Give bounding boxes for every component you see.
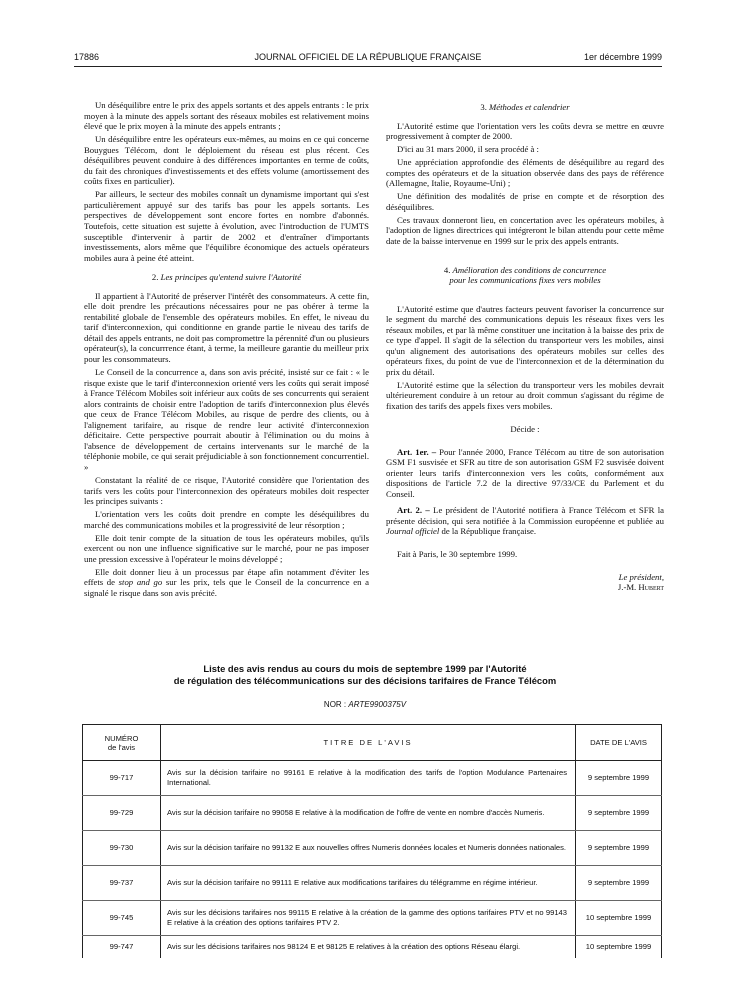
avis-number: 99-730: [83, 831, 161, 866]
avis-number: 99-729: [83, 796, 161, 831]
avis-number: 99-737: [83, 866, 161, 901]
paragraph: L'Autorité estime que l'orientation vers les coûts devra se mettre en œuvre progressivement à compter de 2000.: [386, 120, 664, 142]
paragraph: L'Autorité estime que la sélection du transporteur vers les mobiles devrait ultérieurement conduire à un retour au droit commun s'agissant du régime de fixation des tarifs des appels fixes vers mobiles.: [386, 379, 664, 411]
paragraph: Un déséquilibre entre le prix des appels sortants et des appels entrants : le prix moyen à la minute des appels sortant des réseaux mobiles est relativement moins élevé que le prix moyen à la minute des appels entrants ;: [84, 100, 369, 132]
avis-number: 99-745: [83, 901, 161, 936]
avis-date: 9 septembre 1999: [576, 831, 662, 866]
paragraph: Elle doit donner lieu à un processus par étape afin notamment d'éviter les effets de stop and go sur les prix, tels que le Conseil de la concurrence en a signalé le risque dans son avis précité.: [84, 566, 370, 599]
paragraph: D'ici au 31 mars 2000, il sera procédé à :: [397, 144, 539, 155]
table-row: [83, 831, 662, 866]
section-title-line2: pour les communications fixes vers mobiles: [449, 275, 601, 286]
nor-reference: NOR : ARTE9900375V: [323, 700, 407, 709]
avis-number: 99-717: [83, 761, 161, 796]
list-title: Liste des avis rendus au cours du mois de septembre 1999 par l'Autorité de régulation des télécommunications sur des décisions tarifaires de France Télécom: [173, 663, 557, 686]
table-row: [83, 866, 662, 901]
section-heading: 2. Les principes qu'entend suivre l'Autorité: [151, 272, 302, 283]
article-2: Art. 2. – Le président de l'Autorité notifiera à France Télécom et SFR la présente décision, qui sera notifiée à la Commission européenne et publiée au Journal officiel de la République française.: [386, 505, 664, 537]
journal-title: JOURNAL OFFICIEL DE LA RÉPUBLIQUE FRANÇAISE: [254, 52, 482, 62]
paragraph: Il appartient à l'Autorité de préserver l'intérêt des consommateurs. A cette fin, elle doit prendre les précautions nécessaires pour ne pas obérer à terme la rentabilité globale de l'ensemble des opérateurs mobiles. En effet, le niveau du tarif d'interconnexion, qui conditionne en grande partie le niveau des tarifs de détail des appels entrants, ne doit pas compromettre la pérennité d'un ou plusieurs opérateur(s), la concurrrence étant, à terme, la meilleure garantie du meilleur prix pour les consommateurs.: [84, 290, 369, 365]
column-header-title: TITRE DE L'AVIS: [161, 725, 576, 761]
section-title: Les principes qu'entend suivre l'Autorité: [160, 272, 302, 283]
section-heading: 3. Méthodes et calendrier: [480, 102, 570, 112]
avis-date: 9 septembre 1999: [576, 761, 662, 796]
paragraph: L'Autorité estime que d'autres facteurs peuvent favoriser la concurrence sur le segment du marché des communications depuis les réseaux fixes vers les réseaux mobiles, et par là même constituer une incitation à la baisse des prix de ce type d'appel. Il s'agit de la sélection du transporteur vers les mobiles, ainsi qu'un alignement des autorisations des opérateurs mobiles sur celles des opérateurs fixes, du point de vue de l'interconnexion et de la détermination du prix du détail.: [386, 303, 664, 377]
table-header-row: [83, 725, 662, 761]
avis-date: 10 septembre 1999: [576, 901, 662, 936]
avis-title: Avis sur la décision tarifaire no 99058 E relative à la modification de l'offre de vente en nombre d'accès Numeris.: [161, 796, 576, 831]
signature-name: J.-M. Hubert: [617, 582, 664, 593]
paragraph: Un déséquilibre entre les opérateurs eux-mêmes, au moins en ce qui concerne Bouygues Télécom, dont le déploiement du réseau est plus récent. Ces déséquilibres peuvent conduire à des différences importantes en terme de coûts, du fait des chroniques d'investissements et des effets volume (amortissement des coûts fixes en particulier).: [84, 134, 369, 187]
avis-date: 9 septembre 1999: [576, 796, 662, 831]
paragraph: Une appréciation approfondie des éléments de déséquilibre au regard des comptes des opérateurs et de la situation observée dans des pays de référence (Allemagne, Italie, Royaume-Uni) ;: [386, 157, 664, 189]
article-1: Art. 1er. – Pour l'année 2000, France Télécom au titre de son autorisation GSM F1 susvisée et SFR au titre de son autorisation GSM F2 susvisée doivent orienter leurs tarifs d'interconnexion vers les coûts, conformément aux dispositions de l'article 7.2 de la directive 97/33/CE du Parlement et du Conseil.: [386, 446, 665, 499]
decision-heading: Décide :: [510, 424, 540, 435]
page-header: [74, 52, 662, 66]
left-column: [84, 100, 369, 601]
section-heading: 4. Amélioration des conditions de concurrence pour les communications fixes vers mobiles: [443, 264, 607, 286]
avis-date: 10 septembre 1999: [576, 936, 662, 959]
avis-title: Avis sur les décisions tarifaires nos 99115 E relative à la création de la gamme des options tarifaires PTV et no 99143 E relative à la création des options tarifaires PTV 2.: [161, 901, 576, 936]
right-column: [386, 100, 664, 593]
place-date: Fait à Paris, le 30 septembre 1999.: [397, 548, 518, 559]
section-title: Amélioration des conditions de concurrence: [452, 264, 607, 275]
header-rule: [74, 66, 662, 67]
paragraph: Constatant la réalité de ce risque, l'Autorité considère que l'orientation des tarifs vers les coûts pour l'interconnexion des opérateurs mobiles doit respecter les principes suivants :: [84, 475, 369, 507]
avis-title: Avis sur les décisions tarifaires nos 98124 E et 98125 E relatives à la création des options Réseau élargi.: [161, 936, 576, 959]
avis-title: Avis sur la décision tarifaire no 99161 E relative à la modification des tarifs de l'option Modulance Partenaires International.: [161, 761, 576, 796]
avis-title: Avis sur la décision tarifaire no 99111 E relative aux modifications tarifaires du télégramme en régime intérieur.: [161, 866, 576, 901]
table-row: [83, 936, 662, 959]
column-header-date: DATE DE L'AVIS: [576, 725, 662, 761]
paragraph: L'orientation vers les coûts doit prendre en compte les déséquilibres du marché des communications mobiles et la progressivité de leur résorption ;: [84, 509, 369, 530]
paragraph: Par ailleurs, le secteur des mobiles connaît un dynamisme important qui s'est particulièrement appuyé sur des tarifs bas pour les appels sortants. Les perspectives de développement sont encore fortes en nombre d'abonnés. Toutefois, cette situation est sujette à évolution, avec l'introduction de l'UMTS susceptible d'intervenir à partir de 2002 et d'entraîner d'importants investissements, alors même que l'équilibre économique des actuels opérateurs mobiles aura à peine été atteint.: [84, 189, 369, 263]
paragraph: Elle doit tenir compte de la situation de tous les opérateurs mobiles, qu'ils exercent ou non une influence significative sur le marché, pour ne pas imposer une pression excessive à l'opérateur le moins développé ;: [84, 532, 369, 564]
paragraph: Le Conseil de la concurrence a, dans son avis précité, insisté sur ce fait : « le risque existe que le tarif d'interconnexion orienté vers les coûts qui serait imposé à France Télécom Mobiles soit inférieur aux coûts de ses concurrents qui seraient alors contraints de choisir entre l'adoption de tarifs d'interconnexion plus élevés que ceux de France Télécom Mobiles, au risque de perdre des clients, ou à l'alignement tarifaire, au risque de rendre leur activité d'interconnexion déficitaire. Cette perspective pourrait aboutir à l'élimination ou du moins à l'absence de développement de certains intervenants sur le marché de la téléphonie mobile, ce qui serait préjudiciable à son fonctionnement concurrentiel. »: [84, 367, 369, 472]
table-row: [83, 761, 662, 796]
issue-date: 1er décembre 1999: [583, 52, 662, 62]
column-header-number: NUMÉRO de l'avis: [83, 725, 161, 761]
paragraph: Une définition des modalités de prise en compte et de résorption des déséquilibres.: [386, 191, 664, 212]
avis-table: [82, 724, 662, 958]
page-number: 17886: [74, 52, 100, 62]
paragraph: Ces travaux donneront lieu, en concertation avec les opérateurs mobiles, à l'adoption de lignes directrices qui intégreront le bilan attendu pour cette même date de la baisse intervenue en 1999 sur le prix des appels entrants.: [386, 214, 664, 247]
avis-date: 9 septembre 1999: [576, 866, 662, 901]
avis-title: Avis sur la décision tarifaire no 99132 E aux nouvelles offres Numeris données locales et Numeris données nationales.: [161, 831, 576, 866]
avis-number: 99-747: [83, 936, 161, 959]
section-title: Méthodes et calendrier: [489, 102, 570, 112]
signature-role: Le président,: [618, 571, 664, 582]
table-row: [83, 796, 662, 831]
table-row: [83, 901, 662, 936]
